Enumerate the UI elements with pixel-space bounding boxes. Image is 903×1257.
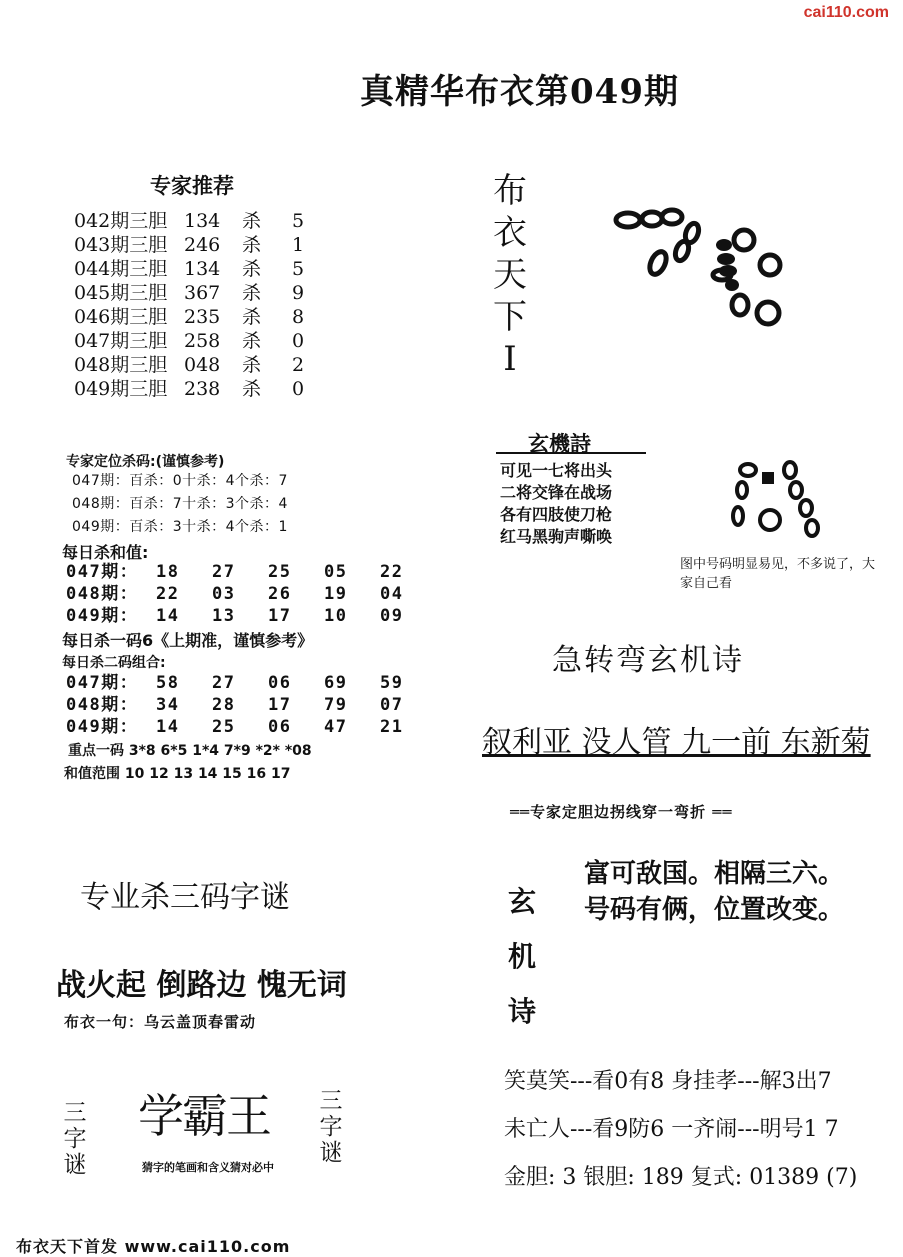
daily-sum-row: 047期： 18 27 25 05 22	[66, 562, 404, 582]
expert-dan-header: ══专家定胆边拐线穿一弯折 ══	[510, 803, 733, 821]
kill-position-row: 048期：百杀：7十杀：3个杀：4	[72, 496, 288, 512]
riddle-poem-line: 叙利亚 没人管 九一前 东新菊	[482, 725, 871, 760]
daily-sum-row: 048期： 22 03 26 19 04	[66, 584, 404, 604]
kill-position-row: 047期：百杀：0十杀：4个杀：7	[72, 473, 288, 489]
buyi-vertical-title: 布衣天下I	[493, 171, 527, 379]
site-watermark: cai110.com	[803, 4, 889, 21]
prediction-line: 笑莫笑---看0有8 身挂孝---解3出7	[504, 1069, 832, 1094]
daily-two-row: 048期： 34 28 17 79 07	[66, 695, 404, 715]
poem-line: 富可敌国。相隔三六。	[584, 859, 845, 889]
kill-position-row: 049期：百杀：3十杀：4个杀：1	[72, 519, 288, 535]
daily-sum-list	[66, 561, 436, 627]
daily-sum-row: 049期： 14 13 17 10 09	[66, 606, 404, 626]
poem-line: 可见一七将出头	[500, 461, 613, 480]
poem-line: 二将交锋在战场	[500, 483, 613, 502]
recommend-row: 043期三胆 246 杀 1	[74, 234, 305, 256]
daily-two-row: 047期： 58 27 06 69 59	[66, 673, 404, 693]
recommend-row: 048期三胆 048 杀 2	[74, 354, 305, 376]
daily-two-row: 049期： 14 25 06 47 21	[66, 717, 404, 737]
expert-recommend-list	[74, 209, 304, 401]
riddle-side-label-left: 三字谜	[63, 1100, 87, 1178]
daily-one-code: 每日杀一码6《上期准，谨慎参考》	[62, 631, 314, 650]
xuanji-poem-two	[584, 856, 844, 928]
footer-source: 布衣天下首发 www.cai110.com	[16, 1237, 291, 1256]
recommend-row: 046期三胆 235 杀 8	[74, 306, 305, 328]
image-caption: 图中号码明显易见，不多说了，大家自己看	[680, 557, 876, 591]
riddle-note: 猜字的笔画和含义猜对必中	[142, 1161, 274, 1174]
prediction-line: 金胆: 3 银胆: 189 复式: 01389 (7)	[504, 1165, 858, 1190]
recommend-row: 049期三胆 238 杀 0	[74, 378, 305, 400]
xuanji-title-underline	[496, 452, 646, 454]
prediction-line: 未亡人---看9防6 一齐闹---明号1 7	[504, 1117, 839, 1142]
poem-line: 各有四肢使刀枪	[500, 505, 613, 524]
riddle-text: 战火起 倒路边 愧无词	[56, 968, 347, 1003]
kill-position-title: 专家定位杀码:(谨慎参考)	[66, 454, 225, 470]
chain-doodle-image	[726, 458, 826, 540]
xuanji-poem	[500, 460, 612, 548]
daily-two-list	[66, 672, 436, 738]
xuanji-vertical-title: 玄机诗	[507, 885, 536, 1028]
expert-section-title: 专家推荐	[150, 174, 234, 198]
riddle-title: 专业杀三码字谜	[80, 880, 290, 915]
xuanji-poem-title: 玄機詩	[528, 432, 591, 456]
focus-code-row: 重点一码 3*8 6*5 1*4 7*9 *2* *08	[68, 743, 312, 759]
poem-line: 号码有俩，位置改变。	[584, 895, 845, 925]
sum-range-row: 和值范围 10 12 13 14 15 16 17	[64, 766, 291, 782]
kill-position-list	[72, 470, 288, 539]
riddle-sentence: 布衣一句：乌云盖顶春雷动	[64, 1013, 257, 1031]
recommend-row: 044期三胆 134 杀 5	[74, 258, 305, 280]
recommend-row: 047期三胆 258 杀 0	[74, 330, 305, 352]
recommend-row: 045期三胆 367 杀 9	[74, 282, 305, 304]
poem-line: 红马黑驹声嘶唤	[500, 527, 613, 546]
daily-sum-title: 每日杀和值:	[62, 543, 149, 562]
daily-two-title: 每日杀二码组合:	[62, 655, 166, 671]
riddle-big-word: 学霸王	[138, 1089, 270, 1143]
recommend-row: 042期三胆 134 杀 5	[74, 210, 305, 232]
number-doodle-image	[606, 205, 802, 335]
riddle-poem-title: 急转弯玄机诗	[552, 643, 744, 678]
riddle-side-label-right: 三字谜	[319, 1088, 343, 1166]
page-title: 真精华布衣第049期	[360, 72, 679, 112]
final-prediction-block	[504, 1058, 857, 1202]
